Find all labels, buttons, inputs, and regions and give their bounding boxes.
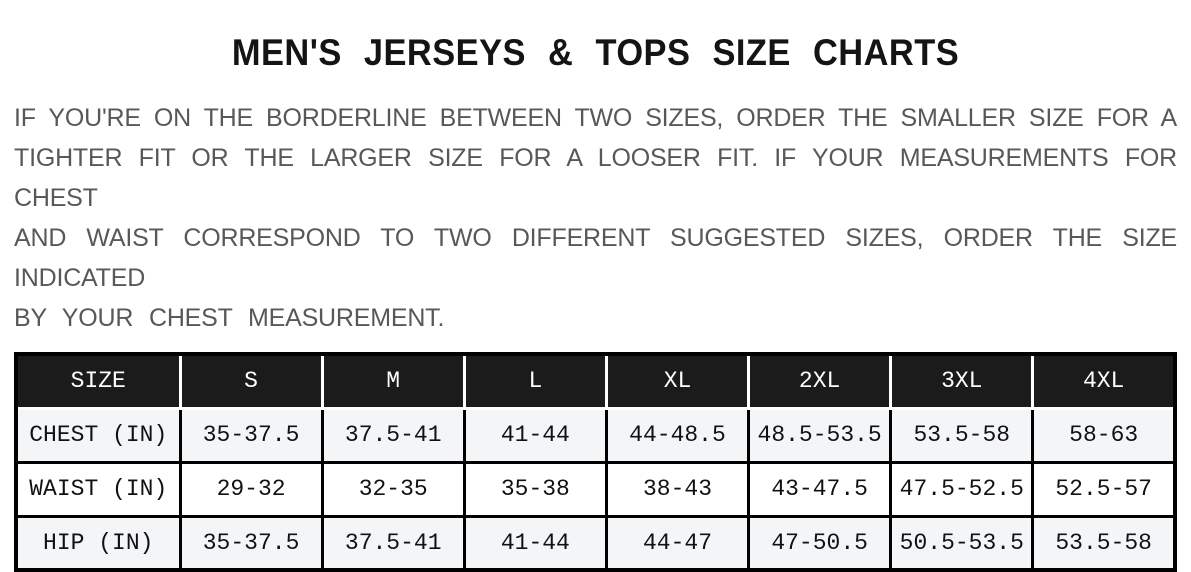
intro-line: TIGHTER FIT OR THE LARGER SIZE FOR A LOOSER FIT. IF YOUR MEASUREMENTS FOR CHEST xyxy=(14,144,1177,212)
column-header-3xl: 3XL xyxy=(891,354,1033,408)
table-row-hip xyxy=(16,516,1175,570)
size-cell: 35-37.5 xyxy=(180,408,322,462)
size-cell: 43-47.5 xyxy=(749,462,891,516)
size-chart-page xyxy=(0,32,1191,572)
size-cell: 44-47 xyxy=(606,516,748,570)
size-cell: 48.5-53.5 xyxy=(749,408,891,462)
size-cell: 37.5-41 xyxy=(322,408,464,462)
intro-line: BY YOUR CHEST MEASUREMENT. xyxy=(14,304,445,332)
column-header-size: SIZE xyxy=(16,354,180,408)
column-header-m: M xyxy=(322,354,464,408)
size-cell: 53.5-58 xyxy=(1033,516,1175,570)
size-cell: 38-43 xyxy=(606,462,748,516)
intro-line: AND WAIST CORRESPOND TO TWO DIFFERENT SUGGESTED SIZES, ORDER THE SIZE INDICATED xyxy=(14,224,1177,292)
column-header-2xl: 2XL xyxy=(749,354,891,408)
size-cell: 37.5-41 xyxy=(322,516,464,570)
size-cell: 41-44 xyxy=(464,516,606,570)
size-cell: 44-48.5 xyxy=(606,408,748,462)
size-cell: 41-44 xyxy=(464,408,606,462)
intro-paragraph xyxy=(14,98,1177,338)
column-header-xl: XL xyxy=(606,354,748,408)
size-cell: 47-50.5 xyxy=(749,516,891,570)
column-header-l: L xyxy=(464,354,606,408)
size-cell: 50.5-53.5 xyxy=(891,516,1033,570)
size-cell: 52.5-57 xyxy=(1033,462,1175,516)
size-cell: 47.5-52.5 xyxy=(891,462,1033,516)
size-cell: 58-63 xyxy=(1033,408,1175,462)
size-chart-table xyxy=(14,352,1177,572)
intro-line: IF YOU'RE ON THE BORDERLINE BETWEEN TWO SIZES, ORDER THE SMALLER SIZE FOR A xyxy=(14,104,1177,132)
size-cell: 29-32 xyxy=(180,462,322,516)
table-row-waist xyxy=(16,462,1175,516)
table-header-row xyxy=(16,354,1175,408)
size-cell: 35-37.5 xyxy=(180,516,322,570)
row-label: HIP (IN) xyxy=(16,516,180,570)
column-header-4xl: 4XL xyxy=(1033,354,1175,408)
row-label: CHEST (IN) xyxy=(16,408,180,462)
row-label: WAIST (IN) xyxy=(16,462,180,516)
size-cell: 35-38 xyxy=(464,462,606,516)
size-cell: 32-35 xyxy=(322,462,464,516)
page-title: MEN'S JERSEYS & TOPS SIZE CHARTS xyxy=(231,32,960,73)
column-header-s: S xyxy=(180,354,322,408)
size-cell: 53.5-58 xyxy=(891,408,1033,462)
table-row-chest xyxy=(16,408,1175,462)
